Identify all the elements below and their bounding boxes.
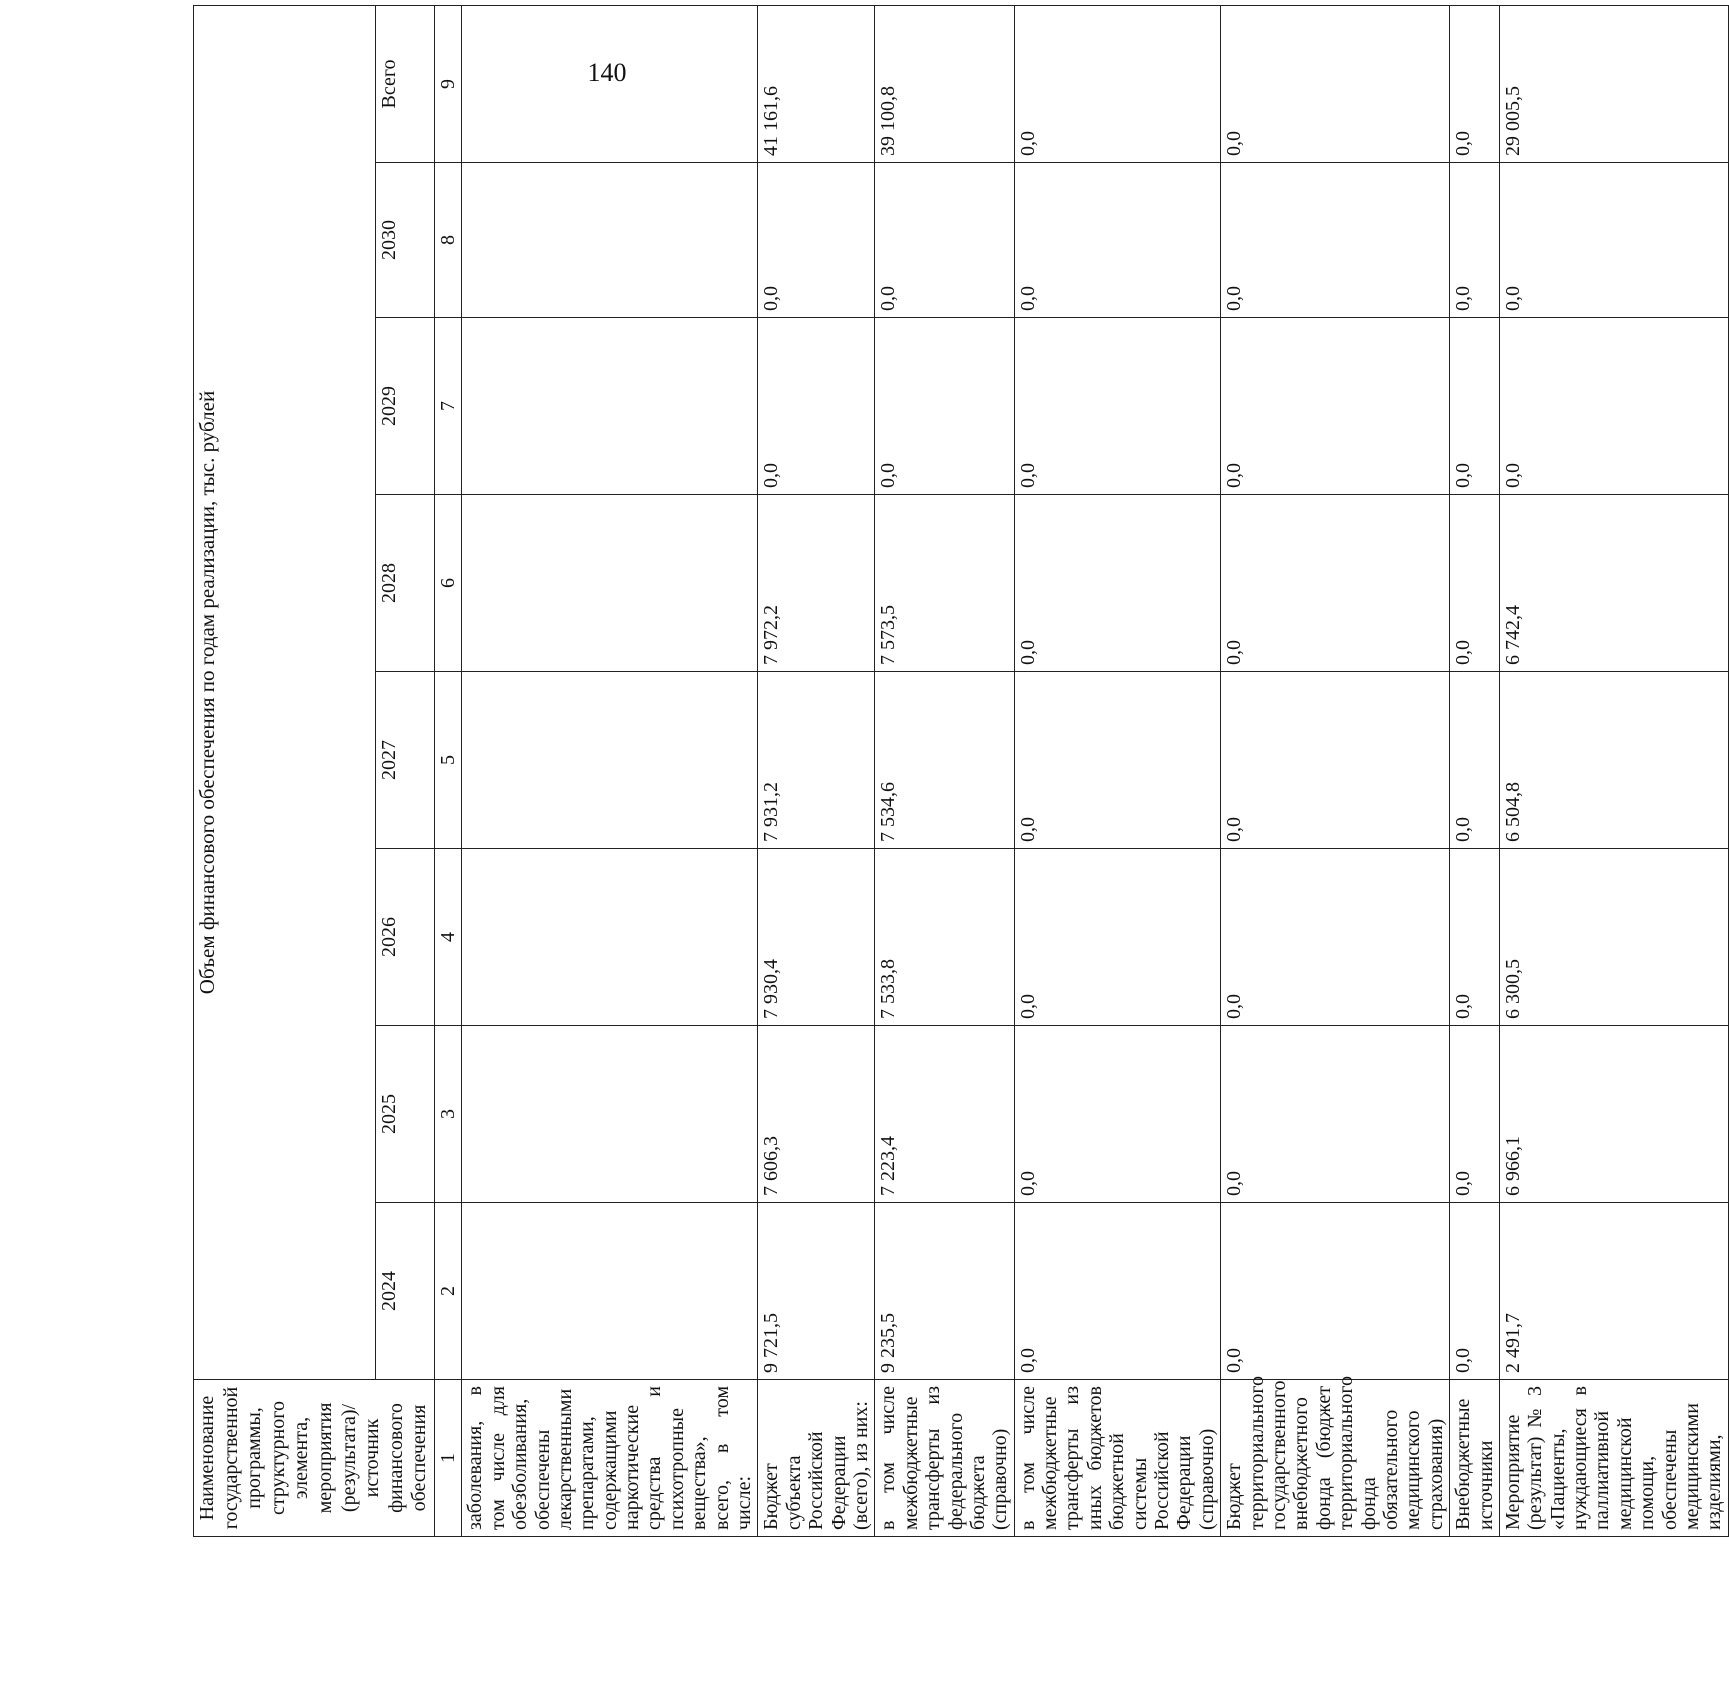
year-header: 2026 — [375, 849, 434, 1026]
row-label: Мероприятие (результат) № 3 «Пациенты, нуждающиеся в паллиативной медицинской помощи, обеспечены медицинскими изделиями, — [1499, 1380, 1728, 1537]
year-header: 2028 — [375, 495, 434, 672]
column-numbers-row — [434, 5, 461, 1536]
cell-value: 6 504,8 — [1499, 672, 1728, 849]
column-number: 4 — [434, 849, 461, 1026]
name-column-header: Наименование государственной программы, структурного элемента, мероприятия (результата)/источник финансового обеспечения — [194, 1380, 435, 1537]
column-number: 1 — [434, 1380, 461, 1537]
cell-value: 0,0 — [1499, 163, 1728, 318]
cell-value: 0,0 — [1014, 318, 1221, 495]
cell-value: 0,0 — [1221, 163, 1450, 318]
column-number: 6 — [434, 495, 461, 672]
cell-value: 9 235,5 — [875, 1203, 1014, 1380]
table-row — [1450, 5, 1500, 1536]
cell-value: 7 606,3 — [758, 1026, 875, 1203]
row-label: Внебюджетные источники — [1450, 1380, 1500, 1537]
volume-header: Объем финансового обеспечения по годам реализации, тыс. рублей — [194, 5, 376, 1379]
table-row — [758, 5, 875, 1536]
cell-value: 7 931,2 — [758, 672, 875, 849]
cell-value: 0,0 — [1014, 163, 1221, 318]
column-number: 2 — [434, 1203, 461, 1380]
column-number: 8 — [434, 163, 461, 318]
cell-value: 0,0 — [1450, 672, 1500, 849]
header-row-years — [375, 5, 434, 1536]
cell-value: 0,0 — [1014, 672, 1221, 849]
year-header: 2030 — [375, 163, 434, 318]
cell-value: 0,0 — [1221, 318, 1450, 495]
cell-value: 0,0 — [1014, 1203, 1221, 1380]
year-header: 2029 — [375, 318, 434, 495]
cell-value: 0,0 — [1014, 5, 1221, 162]
cell-value: 0,0 — [1450, 1203, 1500, 1380]
cell-value: 0,0 — [1221, 5, 1450, 162]
cell-value: 0,0 — [1014, 1026, 1221, 1203]
cell-value: 7 972,2 — [758, 495, 875, 672]
cell-value: 6 966,1 — [1499, 1026, 1728, 1203]
financing-table — [193, 5, 1729, 1537]
cell-value: 29 005,5 — [1499, 5, 1728, 162]
cell-value: 0,0 — [1221, 672, 1450, 849]
column-number: 3 — [434, 1026, 461, 1203]
cell-value: 7 573,5 — [875, 495, 1014, 672]
cell-value: 0,0 — [875, 318, 1014, 495]
header-row-title — [194, 5, 376, 1536]
cell-value: 9 721,5 — [758, 1203, 875, 1380]
cell-value: 7 930,4 — [758, 849, 875, 1026]
cell-value: 7 534,6 — [875, 672, 1014, 849]
cell-value: 0,0 — [1450, 495, 1500, 672]
cell-value — [462, 5, 758, 162]
page-number: 140 — [587, 58, 627, 87]
cell-value: 0,0 — [1450, 163, 1500, 318]
cell-value — [462, 1203, 758, 1380]
row-label: в том числе межбюджетные трансферты из иных бюджетов бюджетной системы Российской Федерации (справочно) — [1014, 1380, 1221, 1537]
cell-value: 0,0 — [1450, 5, 1500, 162]
cell-value: 6 742,4 — [1499, 495, 1728, 672]
cell-value — [462, 318, 758, 495]
row-label: заболевания, в том числе для обезболивания, обеспечены лекарственными препаратами, содержащими наркотические средства и психотропные вещества», всего, в том числе: — [462, 1380, 758, 1537]
cell-value: 6 300,5 — [1499, 849, 1728, 1026]
column-number: 7 — [434, 318, 461, 495]
cell-value: 0,0 — [875, 163, 1014, 318]
cell-value: 39 100,8 — [875, 5, 1014, 162]
row-label: в том числе межбюджетные трансферты из федерального бюджета (справочно) — [875, 1380, 1014, 1537]
table-row — [1499, 5, 1728, 1536]
cell-value: 0,0 — [1221, 495, 1450, 672]
column-number: 5 — [434, 672, 461, 849]
table-row — [1014, 5, 1221, 1536]
cell-value — [462, 672, 758, 849]
cell-value: 0,0 — [1014, 849, 1221, 1026]
column-number: 9 — [434, 5, 461, 162]
year-header: 2027 — [375, 672, 434, 849]
cell-value — [462, 1026, 758, 1203]
cell-value: 0,0 — [758, 318, 875, 495]
cell-value: 0,0 — [1499, 318, 1728, 495]
cell-value: 0,0 — [1450, 849, 1500, 1026]
cell-value: 41 161,6 — [758, 5, 875, 162]
cell-value: 0,0 — [1221, 1026, 1450, 1203]
cell-value: 7 223,4 — [875, 1026, 1014, 1203]
cell-value: 0,0 — [1014, 495, 1221, 672]
row-label: Бюджет территориального государственного внебюджетного фонда (бюджет территориального фонда обязательного медицинского страхования) — [1221, 1380, 1450, 1537]
table-row — [875, 5, 1014, 1536]
cell-value: 0,0 — [758, 163, 875, 318]
cell-value: 0,0 — [1221, 1203, 1450, 1380]
cell-value: 7 533,8 — [875, 849, 1014, 1026]
row-label: Бюджет субъекта Российской Федерации (всего), из них: — [758, 1380, 875, 1537]
year-header: 2025 — [375, 1026, 434, 1203]
year-header: 2024 — [375, 1203, 434, 1380]
cell-value: 0,0 — [1221, 849, 1450, 1026]
cell-value: 0,0 — [1450, 318, 1500, 495]
table-row — [1221, 5, 1450, 1536]
table-row — [462, 5, 758, 1536]
cell-value — [462, 495, 758, 672]
cell-value — [462, 849, 758, 1026]
total-header: Всего — [375, 5, 434, 162]
cell-value — [462, 163, 758, 318]
cell-value: 2 491,7 — [1499, 1203, 1728, 1380]
cell-value: 0,0 — [1450, 1026, 1500, 1203]
